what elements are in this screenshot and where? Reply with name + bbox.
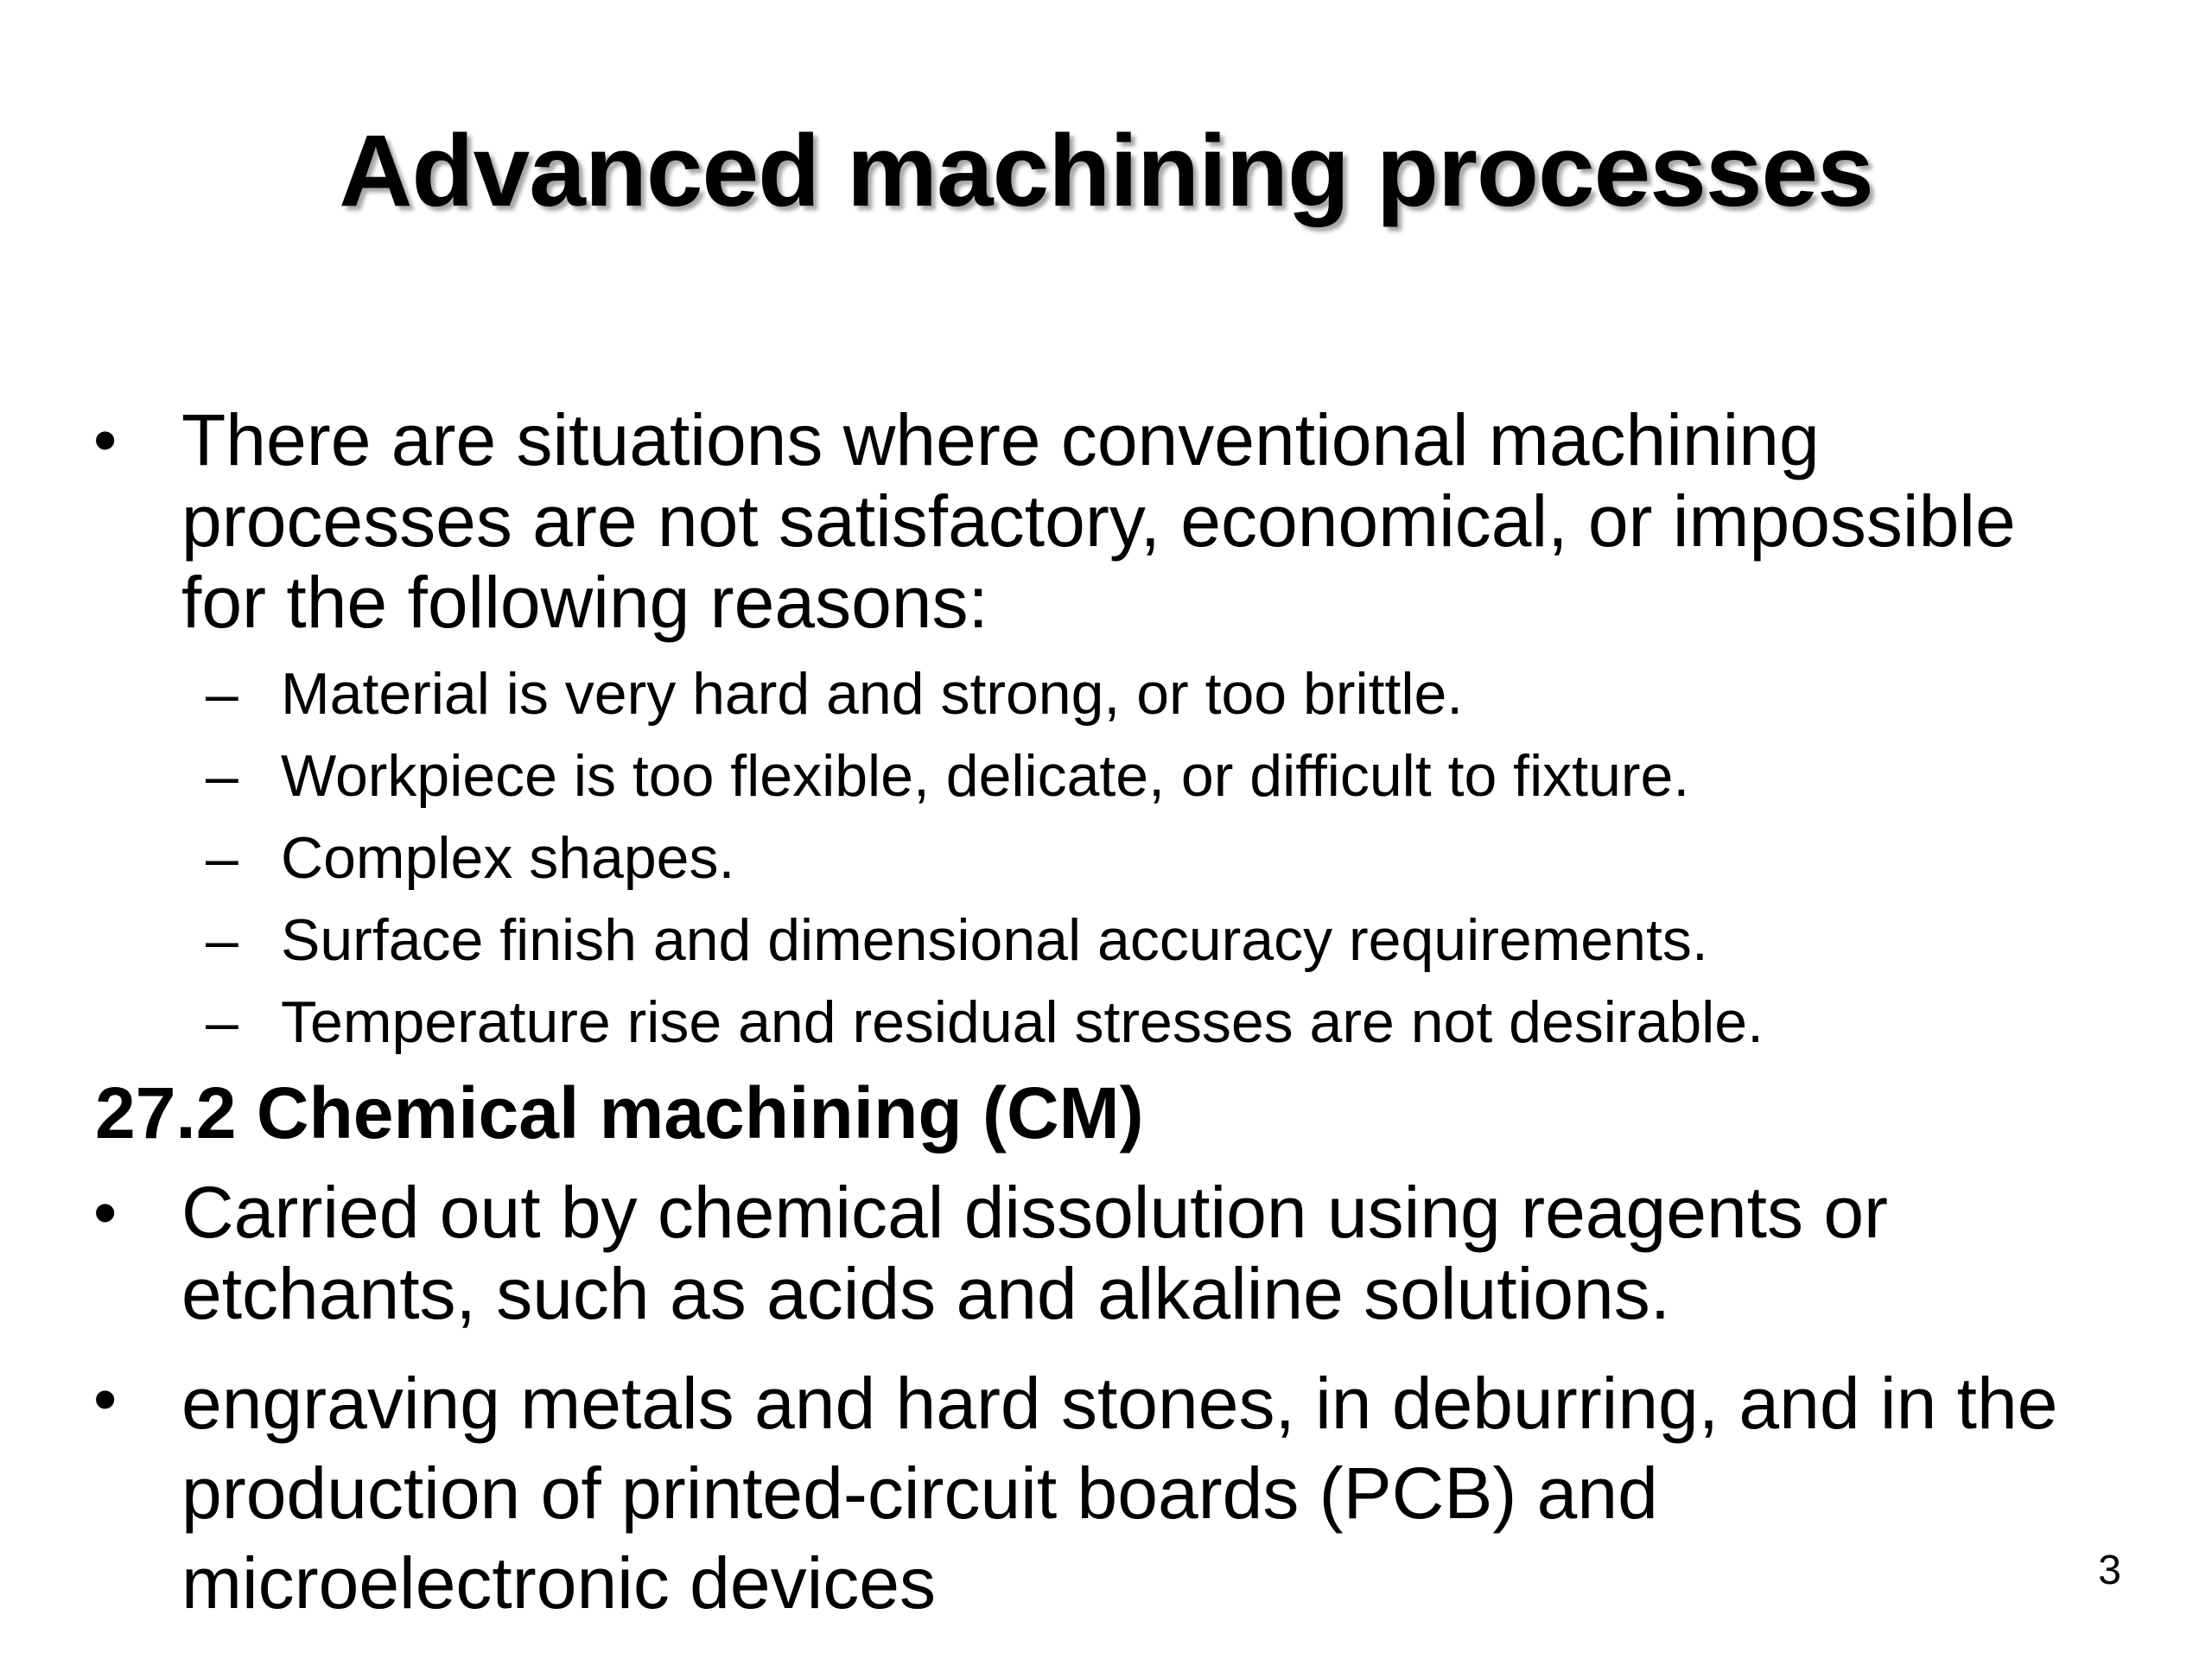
dash-marker: – [206,661,238,727]
reason-text: Material is very hard and strong, or too brittle. [281,661,1464,727]
reason-item [0,735,2212,817]
page-number: 3 [2098,1548,2121,1593]
dash-marker: – [206,743,238,809]
bullet-marker: • [93,1361,118,1437]
dash-marker: – [206,907,238,973]
dash-marker: – [206,825,238,891]
cm-bullet-text: Carried out by chemical dissolution using reagents or etchants, such as acids and alkaline solutions. [181,1172,1889,1334]
bullet-marker: • [93,1174,118,1250]
dash-marker: – [206,989,238,1055]
reason-item [0,817,2212,899]
reason-text: Surface finish and dimensional accuracy requirements. [281,907,1708,973]
slide-title: Advanced machining processes [339,114,1873,228]
reason-text: Temperature rise and residual stresses are not desirable. [281,989,1764,1055]
reason-text: Workpiece is too flexible, delicate, or difficult to fixture. [281,743,1690,809]
section-heading: 27.2 Chemical machining (CM) [95,1072,1144,1154]
bullet-marker: • [93,402,118,478]
reason-item [0,653,2212,735]
reason-text: Complex shapes. [281,825,735,891]
intro-bullet-text: There are situations where conventional machining processes are not satisfactory, economical, or impossible for the following reasons: [181,399,2016,643]
reason-item [0,982,2212,1064]
cm-bullet-text: engraving metals and hard stones, in deburring, and in the production of printed-circuit boards (PCB) and microelectronic devices [181,1363,2058,1624]
reason-item [0,899,2212,982]
